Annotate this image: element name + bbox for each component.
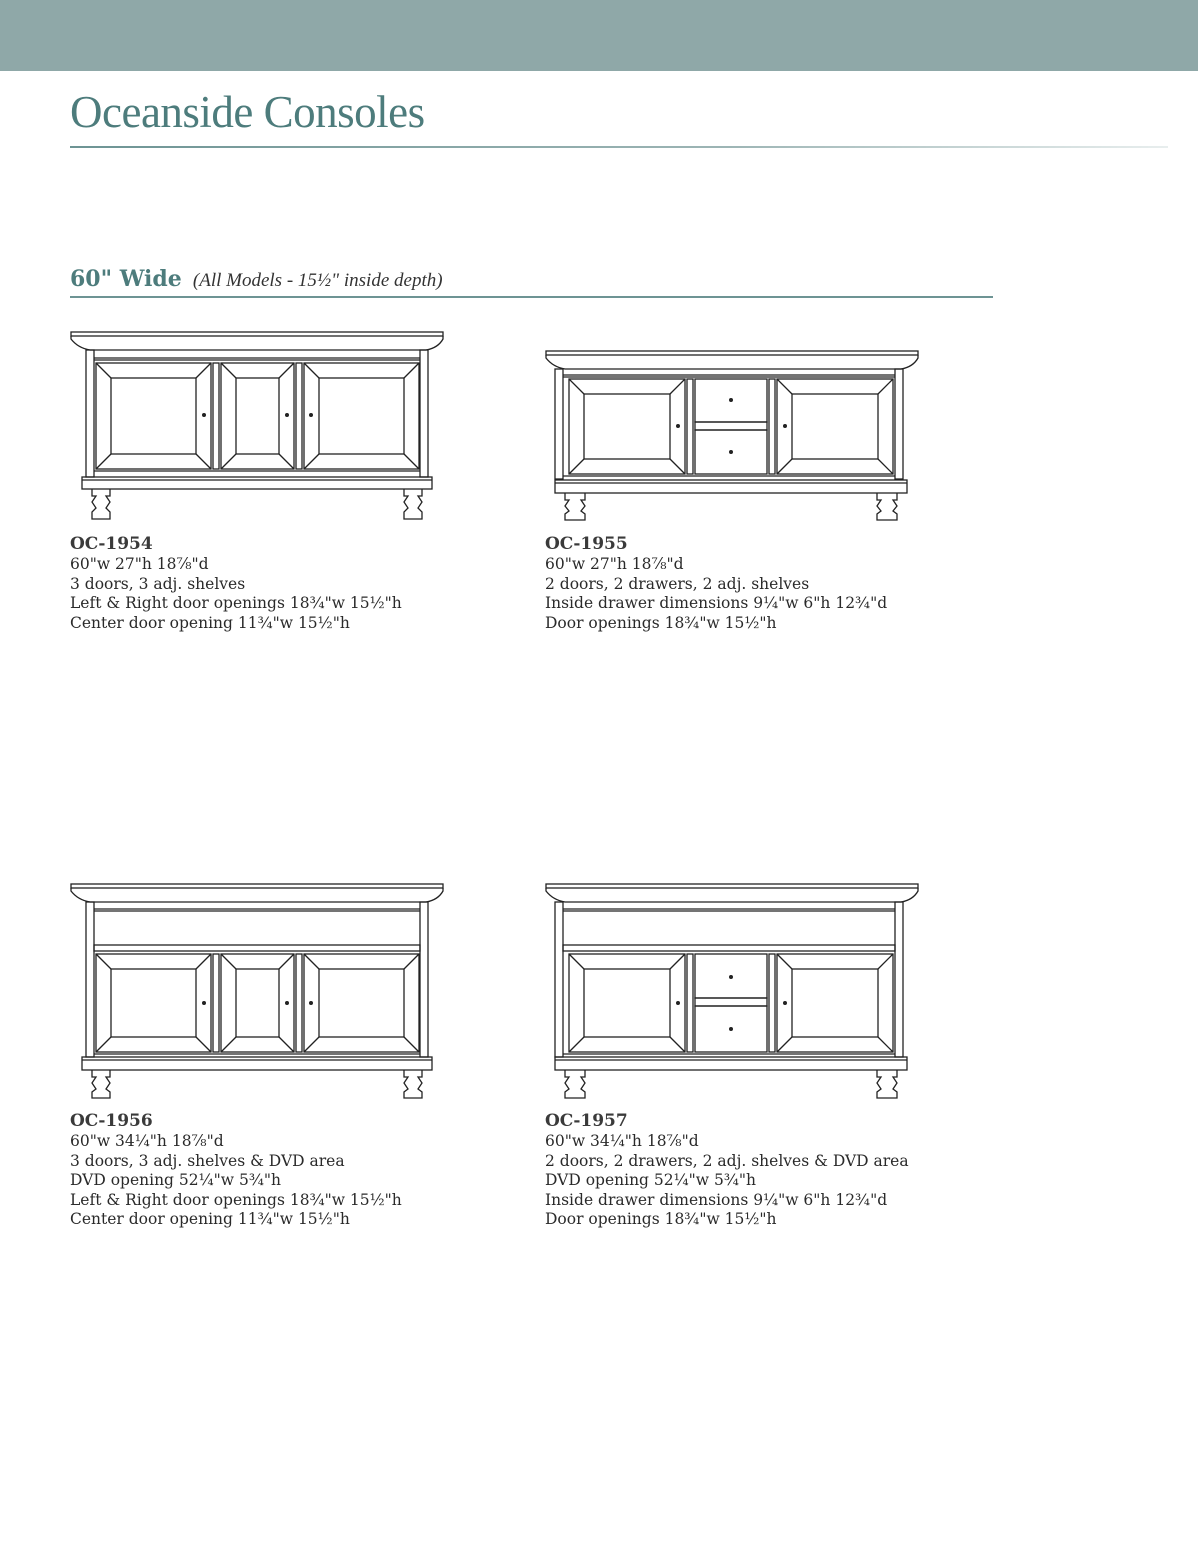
product-opening: Center door opening 11¾"w 15½"h bbox=[70, 613, 350, 632]
product-opening: Left & Right door openings 18¾"w 15½"h bbox=[70, 594, 402, 612]
product-feature: 2 doors, 2 drawers, 2 adj. shelves & DVD area bbox=[545, 1151, 909, 1170]
product-details bbox=[545, 533, 887, 633]
three-door-dvd-console-drawing-icon bbox=[70, 882, 446, 1102]
product-opening: Inside drawer dimensions 9¼"w 6"h 12¾"d bbox=[545, 1190, 888, 1209]
section-subtitle: (All Models - 15½" inside depth) bbox=[192, 270, 443, 291]
section-divider bbox=[70, 296, 993, 298]
product-code: OC-1957 bbox=[545, 1111, 628, 1131]
product-code: OC-1955 bbox=[545, 534, 628, 554]
product-dimensions: 60"w 34¼"h 18⅞"d bbox=[70, 1132, 224, 1150]
product-details bbox=[70, 533, 402, 633]
product-dimensions: 60"w 34¼"h 18⅞"d bbox=[545, 1132, 699, 1150]
product-code: OC-1954 bbox=[70, 534, 153, 554]
product-details bbox=[545, 1110, 909, 1230]
product-opening: Door openings 18¾"w 15½"h bbox=[545, 1210, 777, 1228]
title-divider bbox=[70, 146, 1168, 148]
product-dimensions: 60"w 27"h 18⅞"d bbox=[70, 555, 209, 573]
product-feature: 3 doors, 3 adj. shelves & DVD area bbox=[70, 1151, 345, 1170]
section-heading bbox=[70, 266, 443, 292]
product-feature: 2 doors, 2 drawers, 2 adj. shelves bbox=[545, 574, 810, 593]
header-band bbox=[0, 0, 1198, 71]
product-oc-1956 bbox=[70, 882, 490, 1232]
product-oc-1955 bbox=[545, 330, 965, 630]
three-door-console-drawing-icon bbox=[70, 330, 446, 525]
product-code: OC-1956 bbox=[70, 1111, 153, 1131]
product-opening: DVD opening 52¼"w 5¾"h bbox=[70, 1171, 281, 1189]
product-details bbox=[70, 1110, 402, 1230]
product-opening: Center door opening 11¾"w 15½"h bbox=[70, 1210, 350, 1228]
product-opening: DVD opening 52¼"w 5¾"h bbox=[545, 1171, 756, 1189]
two-door-two-drawer-dvd-console-drawing-icon bbox=[545, 882, 921, 1102]
product-opening: Door openings 18¾"w 15½"h bbox=[545, 613, 777, 632]
product-oc-1954 bbox=[70, 330, 490, 630]
product-feature: 3 doors, 3 adj. shelves bbox=[70, 574, 246, 593]
page-title: Oceanside Consoles bbox=[70, 87, 425, 137]
product-dimensions: 60"w 27"h 18⅞"d bbox=[545, 555, 684, 573]
product-opening: Left & Right door openings 18¾"w 15½"h bbox=[70, 1190, 402, 1209]
product-oc-1957 bbox=[545, 882, 965, 1232]
product-opening: Inside drawer dimensions 9¼"w 6"h 12¾"d bbox=[545, 594, 888, 612]
section-title: 60" Wide bbox=[70, 266, 182, 292]
two-door-two-drawer-console-drawing-icon bbox=[545, 330, 921, 525]
